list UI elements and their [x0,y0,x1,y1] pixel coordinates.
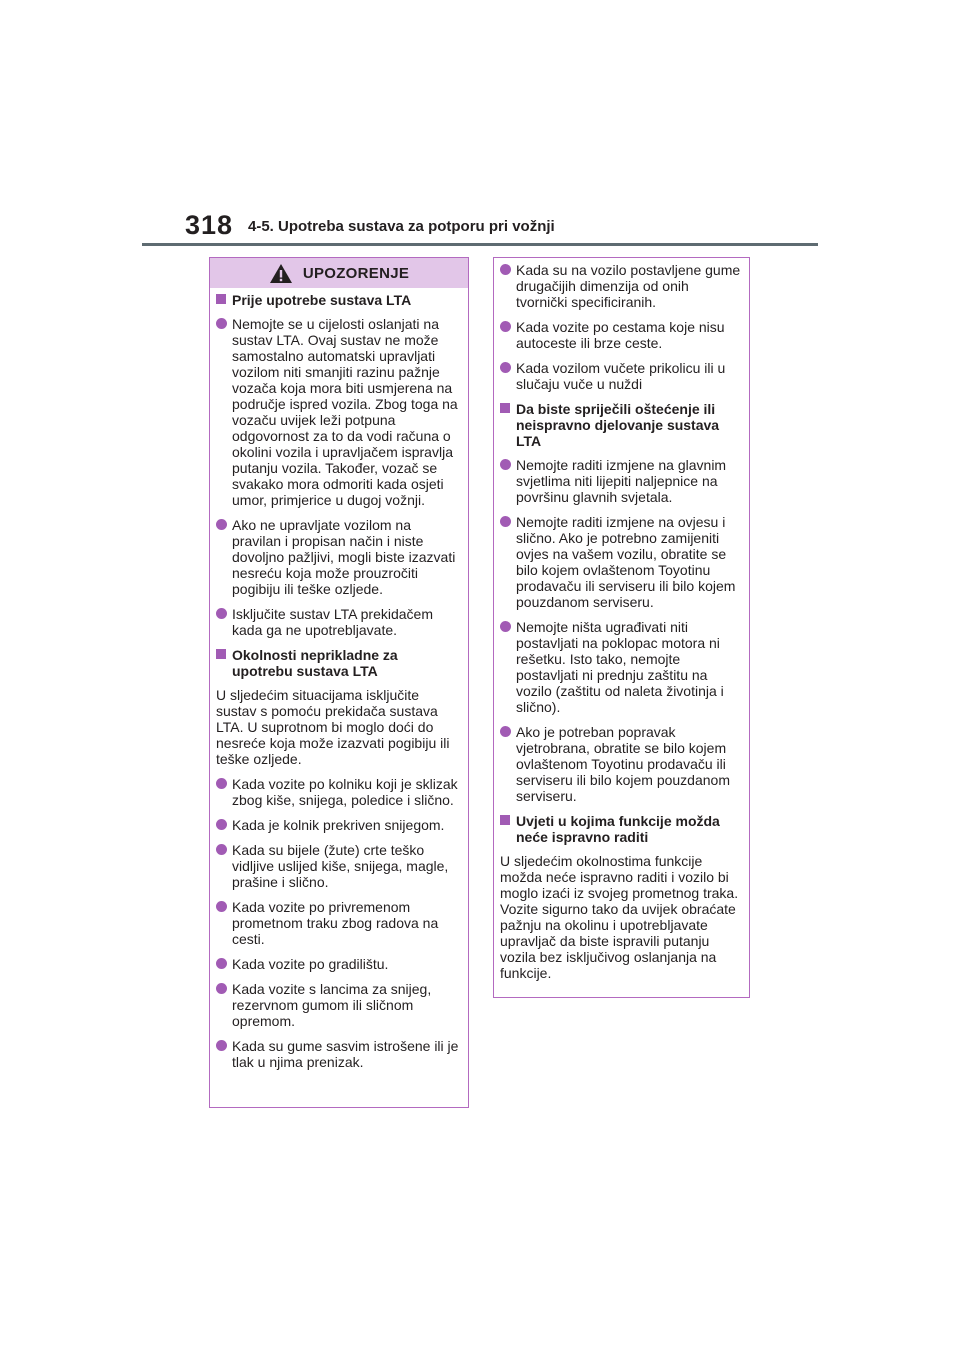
section-heading [216,647,462,679]
warning-content-right [494,258,749,981]
item-text: Kada vozite po kolniku koji je sklizak zbog kiše, snijega, poledice i slično. [232,776,458,808]
list-item [216,776,462,808]
heading-text: Da biste spriječili oštećenje ili neispravno djelovanje sustava LTA [516,401,720,449]
bullet-icon [216,1040,227,1051]
list-item [216,956,462,972]
warning-box-right [493,257,750,998]
list-item [216,842,462,890]
item-text: Nemojte se u cijelosti oslanjati na sustav LTA. Ovaj sustav ne može samostalno automatski upravljati vozilom niti smanjiti razinu pažnje vozača koja mora biti usmjerena na područje ispred vozila. Zbog toga na vozaču uvijek leži potpuna odgovornost za to da vodi računa o okolini vozila i upravljačem ispravlja putanju vozila. Također, vozač se svakako mora odmoriti kada osjeti umor, primjerice u dugoj vožnji. [232,316,458,508]
header-divider [142,243,818,246]
list-item [216,316,462,508]
heading-text: Okolnosti neprikladne za upotrebu sustava LTA [232,647,398,679]
warning-triangle-icon [269,263,293,284]
item-text: Kada je kolnik prekriven snijegom. [232,817,445,833]
item-text: Kada su gume sasvim istrošene ili je tlak u njima prenizak. [232,1038,459,1070]
item-text: Kada su bijele (žute) crte teško vidljive uslijed kiše, snijega, magle, prašine i slično. [232,842,449,890]
item-text: Nemojte ništa ugrađivati niti postavljati na poklopac motora ni rešetku. Isto tako, nemojte postavljati ni prednju zaštitu na vozilo (zaštitu od naleta životinja i slično). [516,619,724,715]
bullet-icon [216,844,227,855]
square-bullet-icon [500,815,510,825]
item-text: Kada su na vozilo postavljene gume drugačijih dimenzija od onih tvornički specificiranih. [516,262,741,310]
heading-text: Uvjeti u kojima funkcije možda neće ispravno raditi [516,813,720,845]
list-item [216,899,462,947]
list-item [500,619,743,715]
square-bullet-icon [500,403,510,413]
list-item [216,517,462,597]
bullet-icon [500,621,511,632]
list-item [216,1038,462,1070]
list-item [500,360,743,392]
heading-text: Prije upotrebe sustava LTA [232,292,412,308]
square-bullet-icon [216,649,226,659]
item-text: Kada vozilom vučete prikolicu ili u slučaju vuče u nuždi [516,360,726,392]
bullet-icon [216,519,227,530]
bullet-icon [216,318,227,329]
bullet-icon [216,983,227,994]
bullet-icon [216,958,227,969]
bullet-icon [216,819,227,830]
bullet-icon [216,901,227,912]
list-item [216,606,462,638]
bullet-icon [500,726,511,737]
section-heading [216,292,462,308]
item-text: Ako je potreban popravak vjetrobrana, obratite se bilo kojem ovlaštenom Toyotinu prodavaču ili serviseru ili bilo kojem pouzdanom serviseru. [516,724,730,804]
warning-header [210,258,468,288]
list-item [500,724,743,804]
item-text: Kada vozite po cestama koje nisu autoceste ili brze ceste. [516,319,725,351]
item-text: Kada vozite s lancima za snijeg, rezervnom gumom ili sličnom opremom. [232,981,432,1029]
item-text: Kada vozite po gradilištu. [232,956,389,972]
list-item [500,262,743,310]
list-item [216,981,462,1029]
bullet-icon [500,516,511,527]
paragraph: U sljedećim situacijama isključite sustav s pomoću prekidača sustava LTA. U suprotnom bi moglo doći do nesreće koja može izazvati pogibiju ili teške ozljede. [216,687,450,767]
bullet-icon [500,321,511,332]
list-item [216,817,462,833]
section-heading [500,813,743,845]
bullet-icon [500,362,511,373]
warning-box-left [209,257,469,1108]
bullet-icon [216,608,227,619]
list-item [500,514,743,610]
section-title: 4-5. Upotreba sustava za potporu pri vožnji [248,218,555,235]
warning-title: UPOZORENJE [302,264,410,282]
item-text: Nemojte raditi izmjene na ovjesu i slično. Ako je potrebno zamijeniti ovjes na vašem vozilu, obratite se bilo kojem ovlaštenom Toyotinu prodavaču ili serviseru ili bilo kojem pouzdanom serviseru. [516,514,736,610]
bullet-icon [216,778,227,789]
item-text: Isključite sustav LTA prekidačem kada ga ne upotrebljavate. [232,606,434,638]
warning-content-left [210,288,468,1070]
section-heading [500,401,743,449]
item-text: Kada vozite po privremenom prometnom traku zbog radova na cesti. [232,899,439,947]
item-text: Nemojte raditi izmjene na glavnim svjetlima niti lijepiti naljepnice na površinu glavnih svjetala. [516,457,727,505]
square-bullet-icon [216,294,226,304]
page-number: 318 [185,210,234,240]
list-item [500,319,743,351]
bullet-icon [500,459,511,470]
paragraph: U sljedećim okolnostima funkcije možda neće ispravno raditi i vozilo bi moglo izaći iz svojeg prometnog traka. Vozite sigurno tako da uvijek obraćate pažnju na okolinu i upotrebljavate upravljač da biste ispravili putanju vozila bez isključivog oslanjanja na funkcije. [500,853,739,981]
bullet-icon [500,264,511,275]
list-item [500,457,743,505]
item-text: Ako ne upravljate vozilom na pravilan i propisan način i niste dovoljno pažljivi, mogli biste izazvati nesreću koja može prouzročiti pogibiju ili teške ozljede. [232,517,456,597]
